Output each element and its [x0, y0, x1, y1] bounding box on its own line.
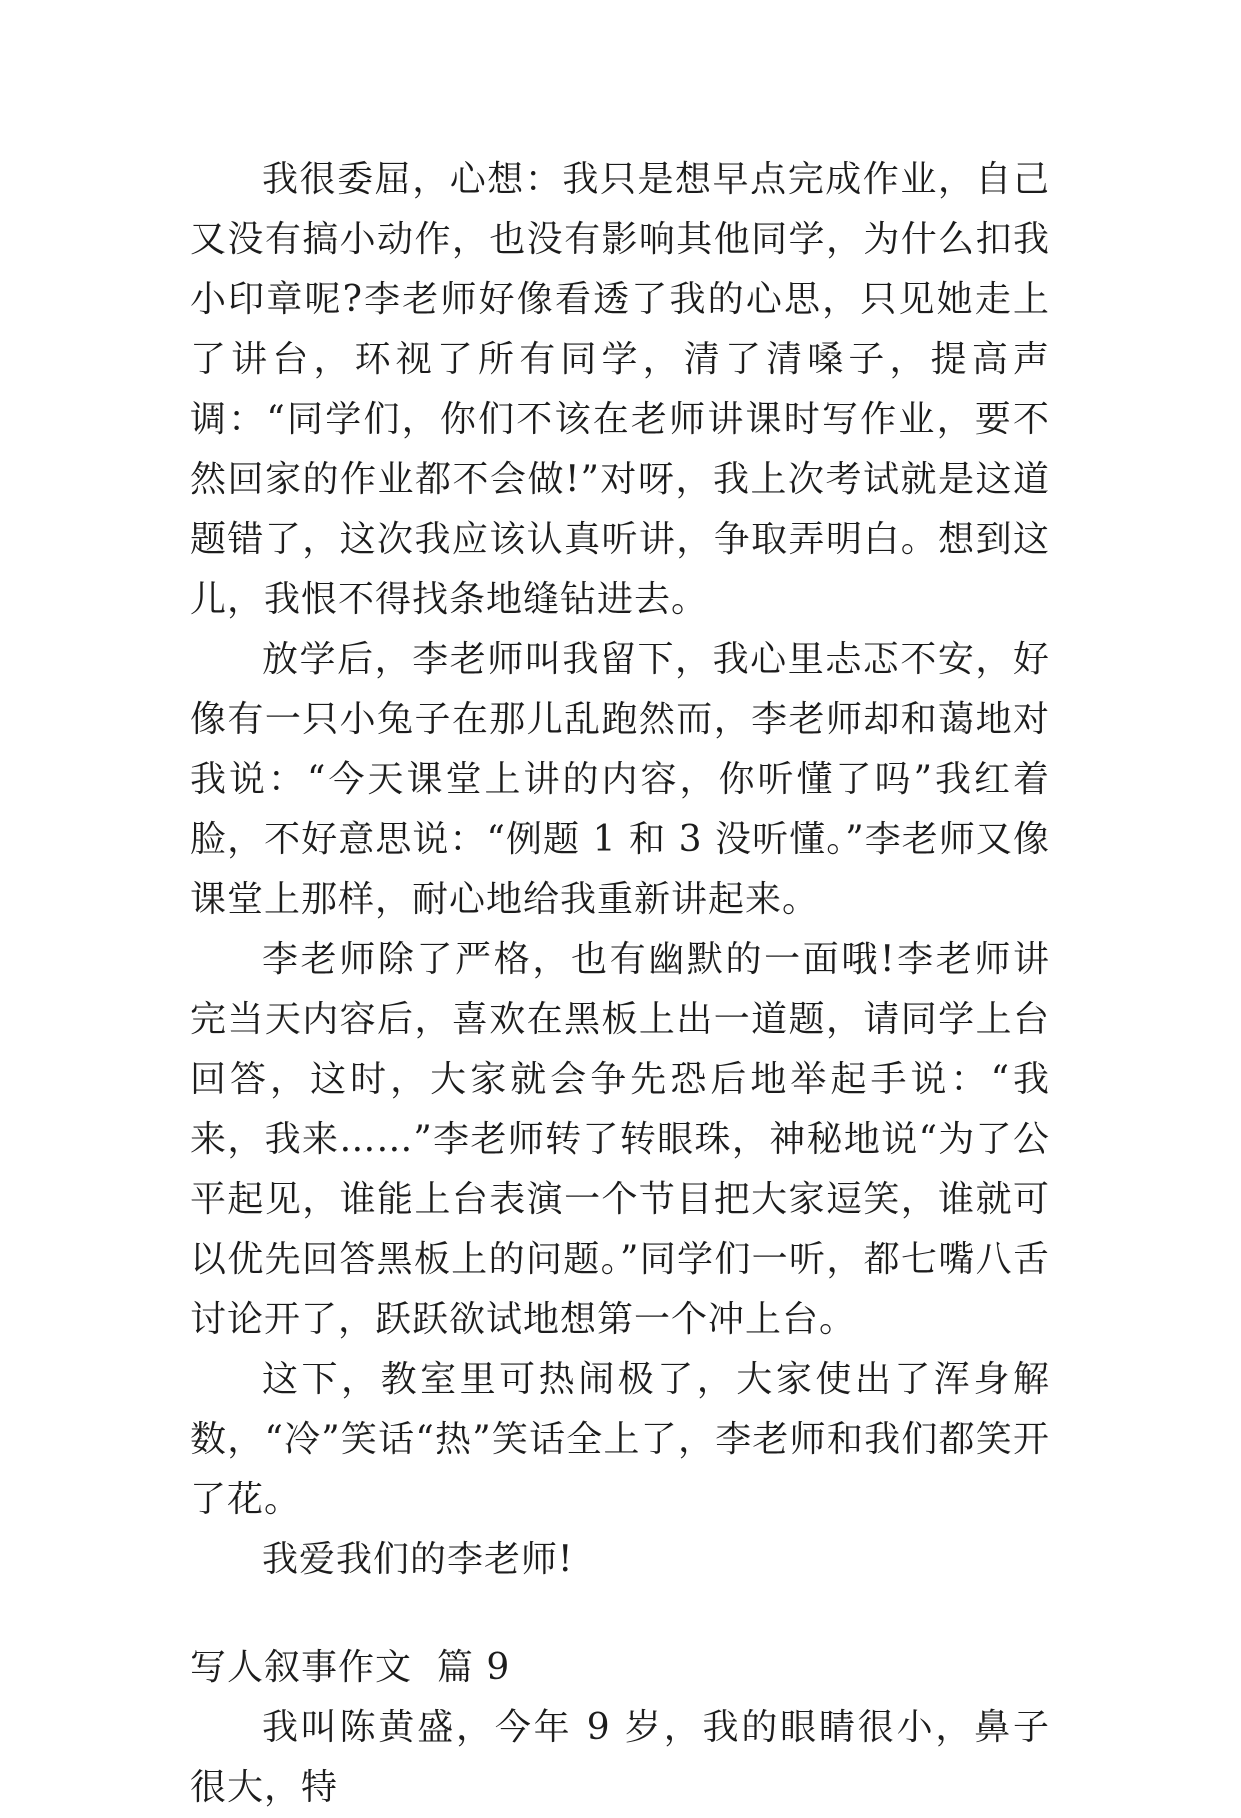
paragraph-4: 这下，教室里可热闹极了，大家使出了浑身解数，“冷”笑话“热”笑话全上了，李老师和我们都笑开了花。 [190, 1359, 1050, 1520]
document-page [190, 150, 1050, 1818]
section-heading: 写人叙事作文 篇 9 [190, 1647, 511, 1688]
paragraph-3: 李老师除了严格，也有幽默的一面哦!李老师讲完当天内容后，喜欢在黑板上出一道题，请同学上台回答，这时，大家就会争先恐后地举起手说：“我来，我来……”李老师转了转眼珠，神秘地说“为了公平起见，谁能上台表演一个节目把大家逗笑，谁就可以优先回答黑板上的问题。”同学们一听，都七嘴八舌讨论开了，跃跃欲试地想第一个冲上台。 [190, 939, 1050, 1340]
paragraph-5: 我爱我们的李老师! [262, 1539, 574, 1580]
paragraph-2: 放学后，李老师叫我留下，我心里忐忑不安，好像有一只小兔子在那儿乱跑然而，李老师却和蔼地对我说：“今天课堂上讲的内容，你听懂了吗”我红着脸，不好意思说：“例题 1 和 3 没听懂。”李老师又像课堂上那样，耐心地给我重新讲起来。 [190, 639, 1050, 920]
paragraph-1: 我很委屈，心想：我只是想早点完成作业，自己又没有搞小动作，也没有影响其他同学，为什么扣我小印章呢?李老师好像看透了我的心思，只见她走上了讲台，环视了所有同学，清了清嗓子，提高声调：“同学们，你们不该在老师讲课时写作业，要不然回家的作业都不会做!”对呀，我上次考试就是这道题错了，这次我应该认真听讲，争取弄明白。想到这儿，我恨不得找条地缝钻进去。 [190, 159, 1050, 620]
section-first-paragraph: 我叫陈黄盛，今年 9 岁，我的眼睛很小，鼻子很大，特 [190, 1707, 1050, 1808]
